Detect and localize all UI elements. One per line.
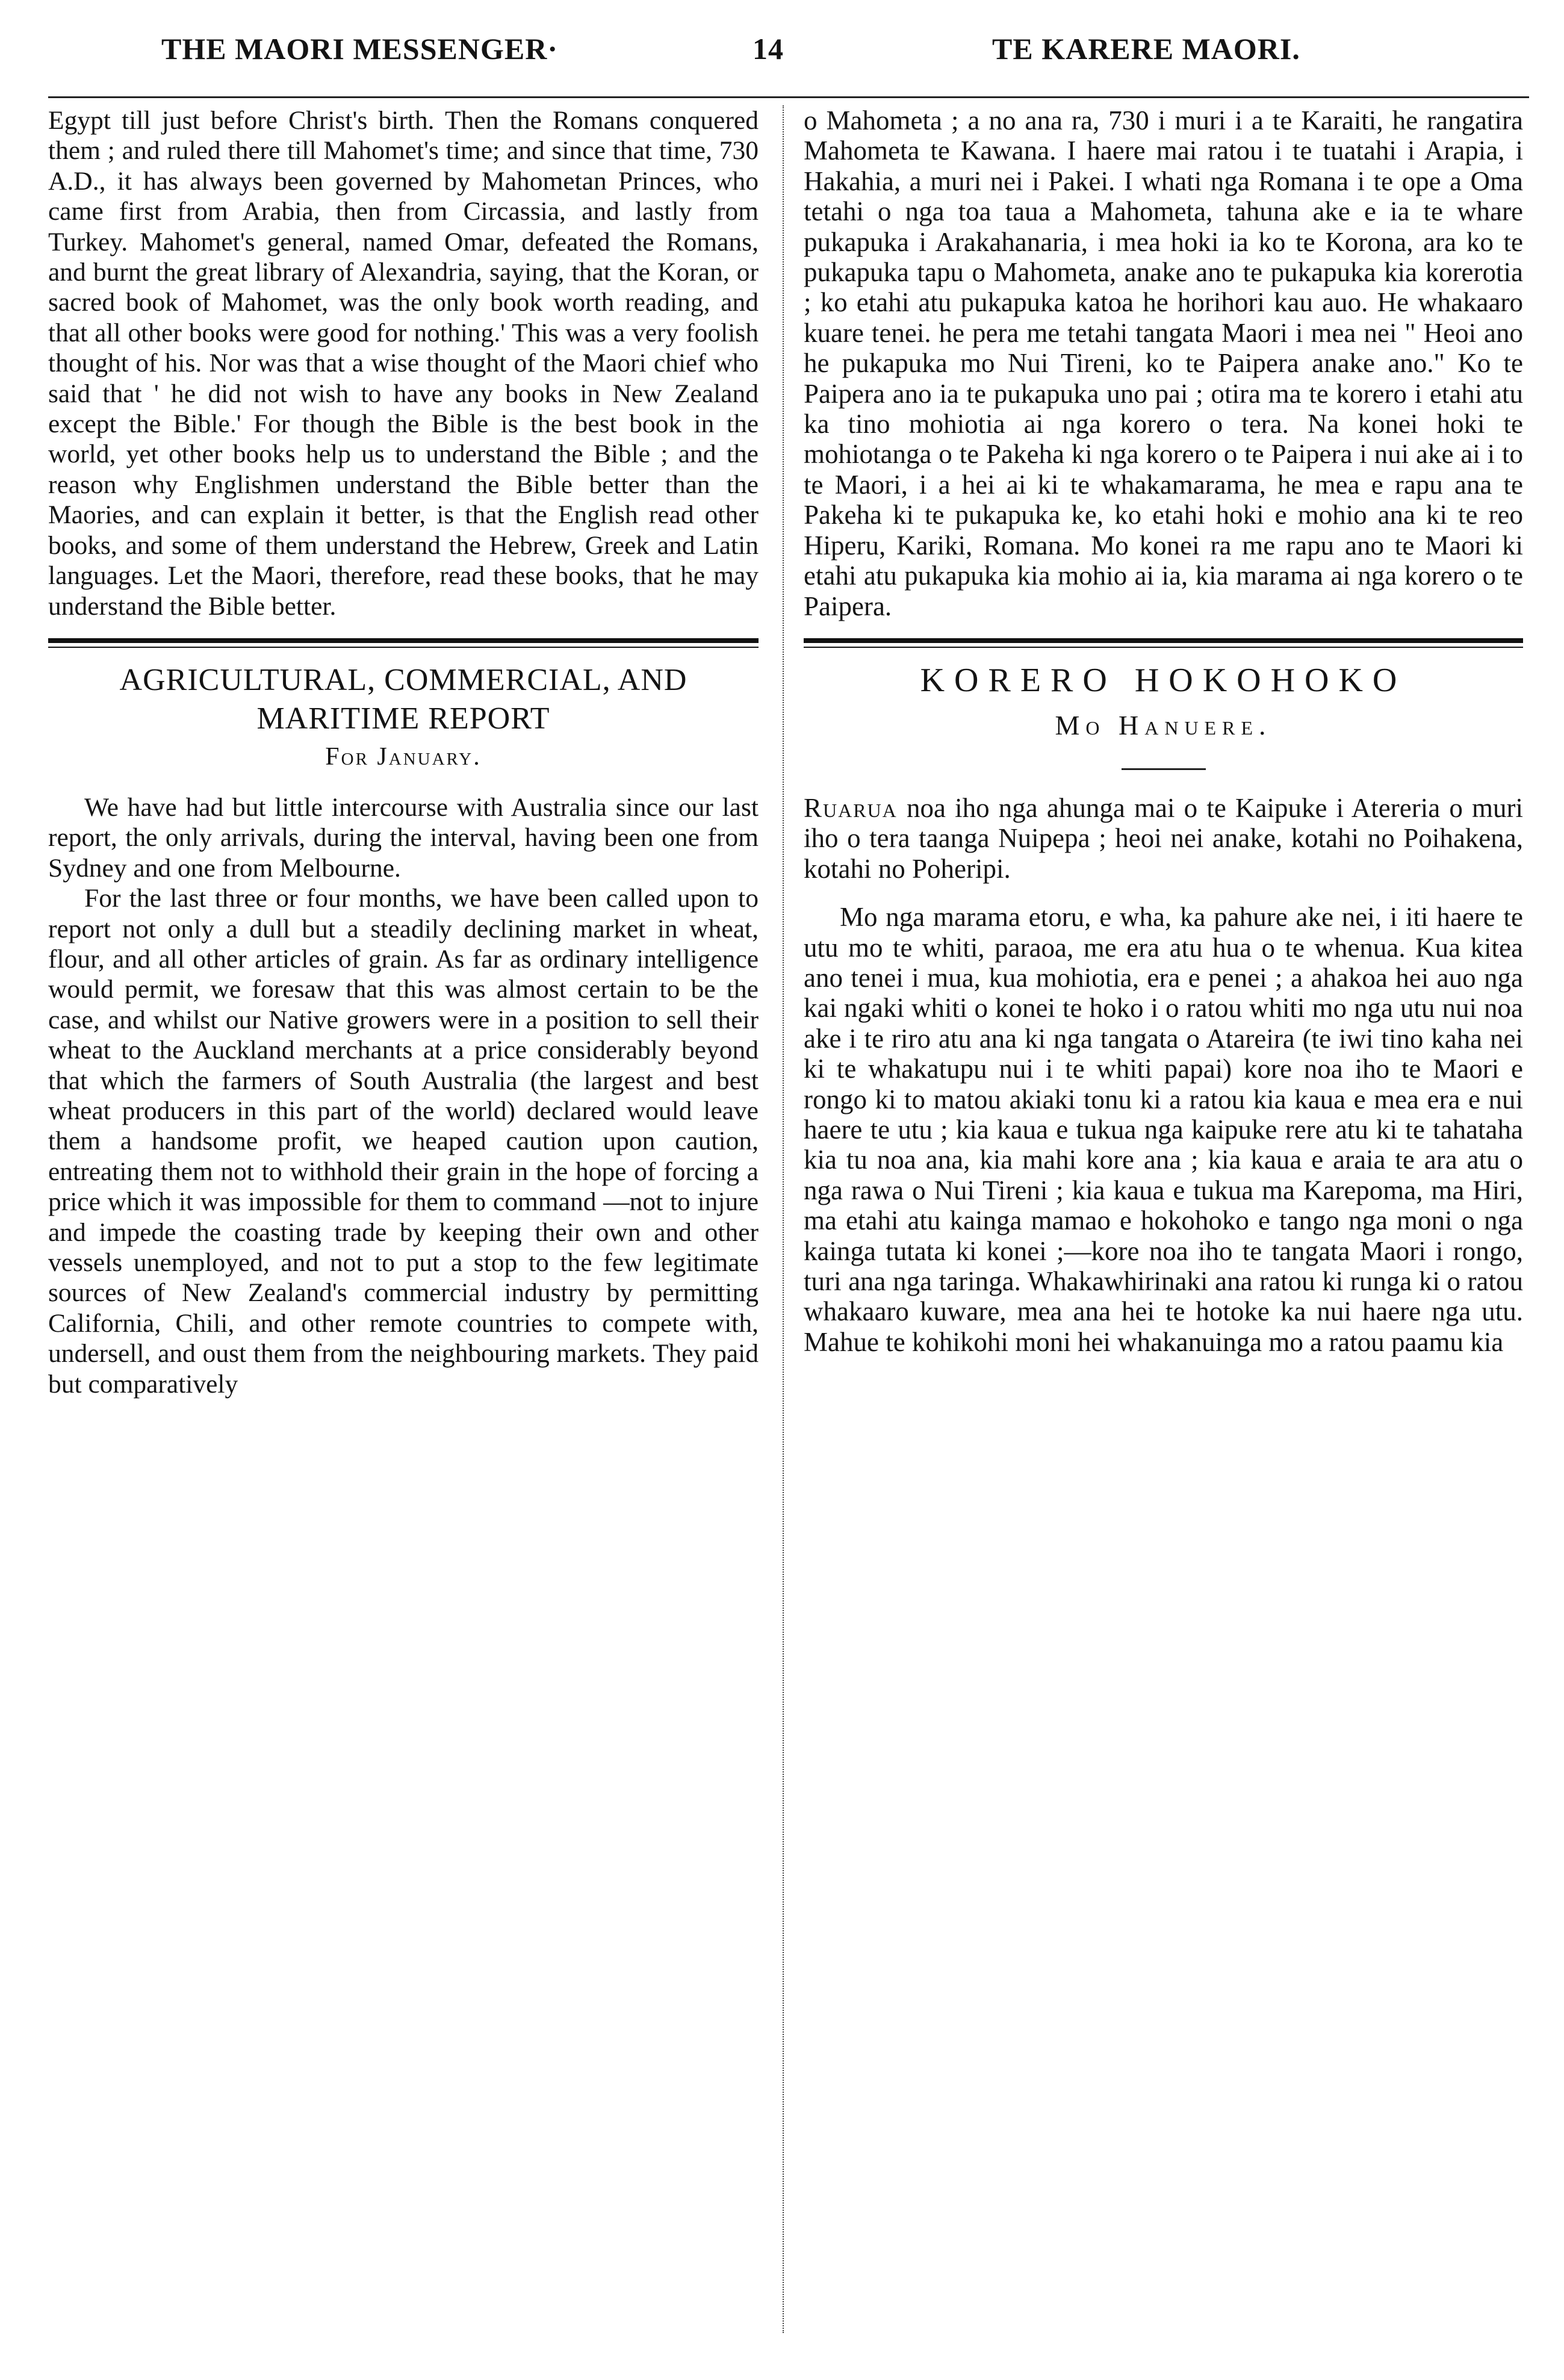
lead-word: Ruarua	[804, 792, 898, 823]
report-title: AGRICULTURAL, COMMERCIAL, AND MARITIME REPORT	[119, 662, 687, 736]
english-title: THE MAORI MESSENGER·	[161, 32, 558, 66]
report-paragraph: For the last three or four months, we have been called upon to report not only a dull but a steadily declining market in wheat, flour, and all other articles of grain. As far as ordinary intelligence would permit, we foresaw that this was almost certain to be the case, and whilst our Native growers were in a position to sell their wheat to the Auckland merchants at a price considerably beyond that which the farmers of South Australia (the largest and best wheat producers in this part of the world) declared would leave them a handsome profit, we heaped caution upon caution, entreating them not to withhold their grain in the hope of forcing a price which it was impossible for them to command —not to injure and impede the coasting trade by keeping their own and other vessels unemployed, and not to put a stop to the few legitimate sources of New Zealand's commercial industry by permitting California, Chili, and other remote countries to compete with, undersell, and oust them from the neighbouring markets. They paid but comparatively	[48, 884, 759, 1399]
report-paragraph	[804, 793, 1523, 884]
page-number: 14	[753, 32, 784, 66]
masthead	[0, 0, 1564, 90]
maori-title: TE KARERE MAORI.	[992, 32, 1300, 66]
report-paragraph-text: noa iho nga ahunga mai o te Kaipuke i Atereria o muri iho o tera taanga Nuipepa ; heoi nei anake, kotahi no Poihakena, kotahi no Poheripi.	[804, 792, 1523, 884]
column-divider	[783, 105, 785, 2333]
article-continuation: Egypt till just before Christ's birth. Then the Romans conquered them ; and ruled there till Mahomet's time; and since that time, 730 A.D., it has always been governed by Mahometan Princes, who came first from Arabia, then from Circassia, and lastly from Turkey. Mahomet's general, named Omar, defeated the Romans, and burnt the great library of Alexandria, saying, that the Koran, or sacred book of Mahomet, was the only book worth reading, and that all other books were good for nothing.' This was a very foolish thought of his. Nor was that a wise thought of the Maori chief who said that ' he did not wish to have any books in New Zealand except the Bible.' For though the Bible is the best book in the world, yet other books help us to understand the Bible ; and the reason why Englishmen understand the Bible better than the Maories, and can explain it better, is that the English read other books, and some of them understand the Hebrew, Greek and Latin languages. Let the Maori, therefore, read these books, that he may understand the Bible better.	[48, 106, 759, 621]
report-subtitle: For January.	[325, 742, 482, 771]
short-rule	[1122, 768, 1206, 770]
report-subtitle: Mo Hanuere.	[1055, 709, 1272, 741]
header-rule	[48, 96, 1529, 98]
maori-column	[804, 105, 1523, 1357]
english-column	[48, 105, 759, 1399]
report-paragraph: Mo nga marama etoru, e wha, ka pahure ake nei, i iti haere te utu mo te whiti, paraoa, me era atu hua o te whenua. Kua kitea ano tenei i mua, kua mohiotia, era e penei ; a ahakoa hei auo nga kai ngaki whiti o konei te hoko i o ratou whiti mo nga utu nui noa ake i te riro atu ana ki nga tangata o Atareira (te iwi tino kaha nei ki te whakatupu nui i te whiti papai) kore noa iho te Maori e rongo ki to matou akiaki tonu ki a ratou kia kaua e mea era e nui haere te utu ; kia kaua e tukua nga kaipuke rere atu ki te tahataha kia tu noa ana, kia mahi kore ana ; kia kaua e araia te ara atu o nga rawa o Nui Tireni ; kia kaua e tukua ma Karepoma, ma Hiri, ma etahi atu kainga mamao e hokohoko e tango nga moni o nga kainga tutata ki konei ;—kore noa iho te tangata Maori i rongo, turi ana nga taringa. Whakawhirinaki ana ratou ki runga ki o ratou whakaaro kuware, mea ana hei te hotoke ka nui haere nga utu. Mahue te kohikohi moni hei whakanuinga mo a ratou paamu kia	[804, 902, 1523, 1357]
section-rule	[804, 638, 1523, 648]
article-continuation: o Mahometa ; a no ana ra, 730 i muri i a te Karaiti, he rangatira Mahometa te Kawana. I haere mai ratou i te tuatahi i Arapia, i Hakahia, a muri nei i Pakei. I whati nga Romana i te ope a Oma tetahi o nga toa taua a Mahometa, tahuna ake e ia te whare pukapuka i Arakahanaria, i mea hoki ia ko te Korona, ara ko te pukapuka tapu o Mahometa, anake ano te pukapuka kia korerotia ; ko etahi atu pukapuka katoa he horihori kau auo. He whakaaro kuare tenei. he pera me tetahi tangata Maori i mea nei " Heoi ano he pukapuka mo Nui Tireni, ko te Paipera anake ano." Ko te Paipera ano ia te pukapuka uno pai ; otira ma te korero i etahi atu ka tino mohiotia ai nga korero o tera. Na konei hoki te mohiotanga o te Pakeha ki nga korero o te Paipera i nui ake ai i to te Maori, i a hei ai ki te whakamarama, he mea e rapu ana te Pakeha ki te pukapuka ke, ko etahi hoki e mohio ana ki te reo Hiperu, Kariki, Romana. Mo konei ra me rapu ano te Maori ki etahi atu pukapuka kia mohio ai ia, kia marama ai nga korero o te Paipera.	[804, 105, 1523, 621]
report-paragraph: We have had but little intercourse with Australia since our last report, the only arrivals, during the interval, having been one from Sydney and one from Melbourne.	[48, 792, 759, 883]
section-rule	[48, 638, 759, 648]
report-title: KORERO HOKOHOKO	[920, 661, 1407, 699]
